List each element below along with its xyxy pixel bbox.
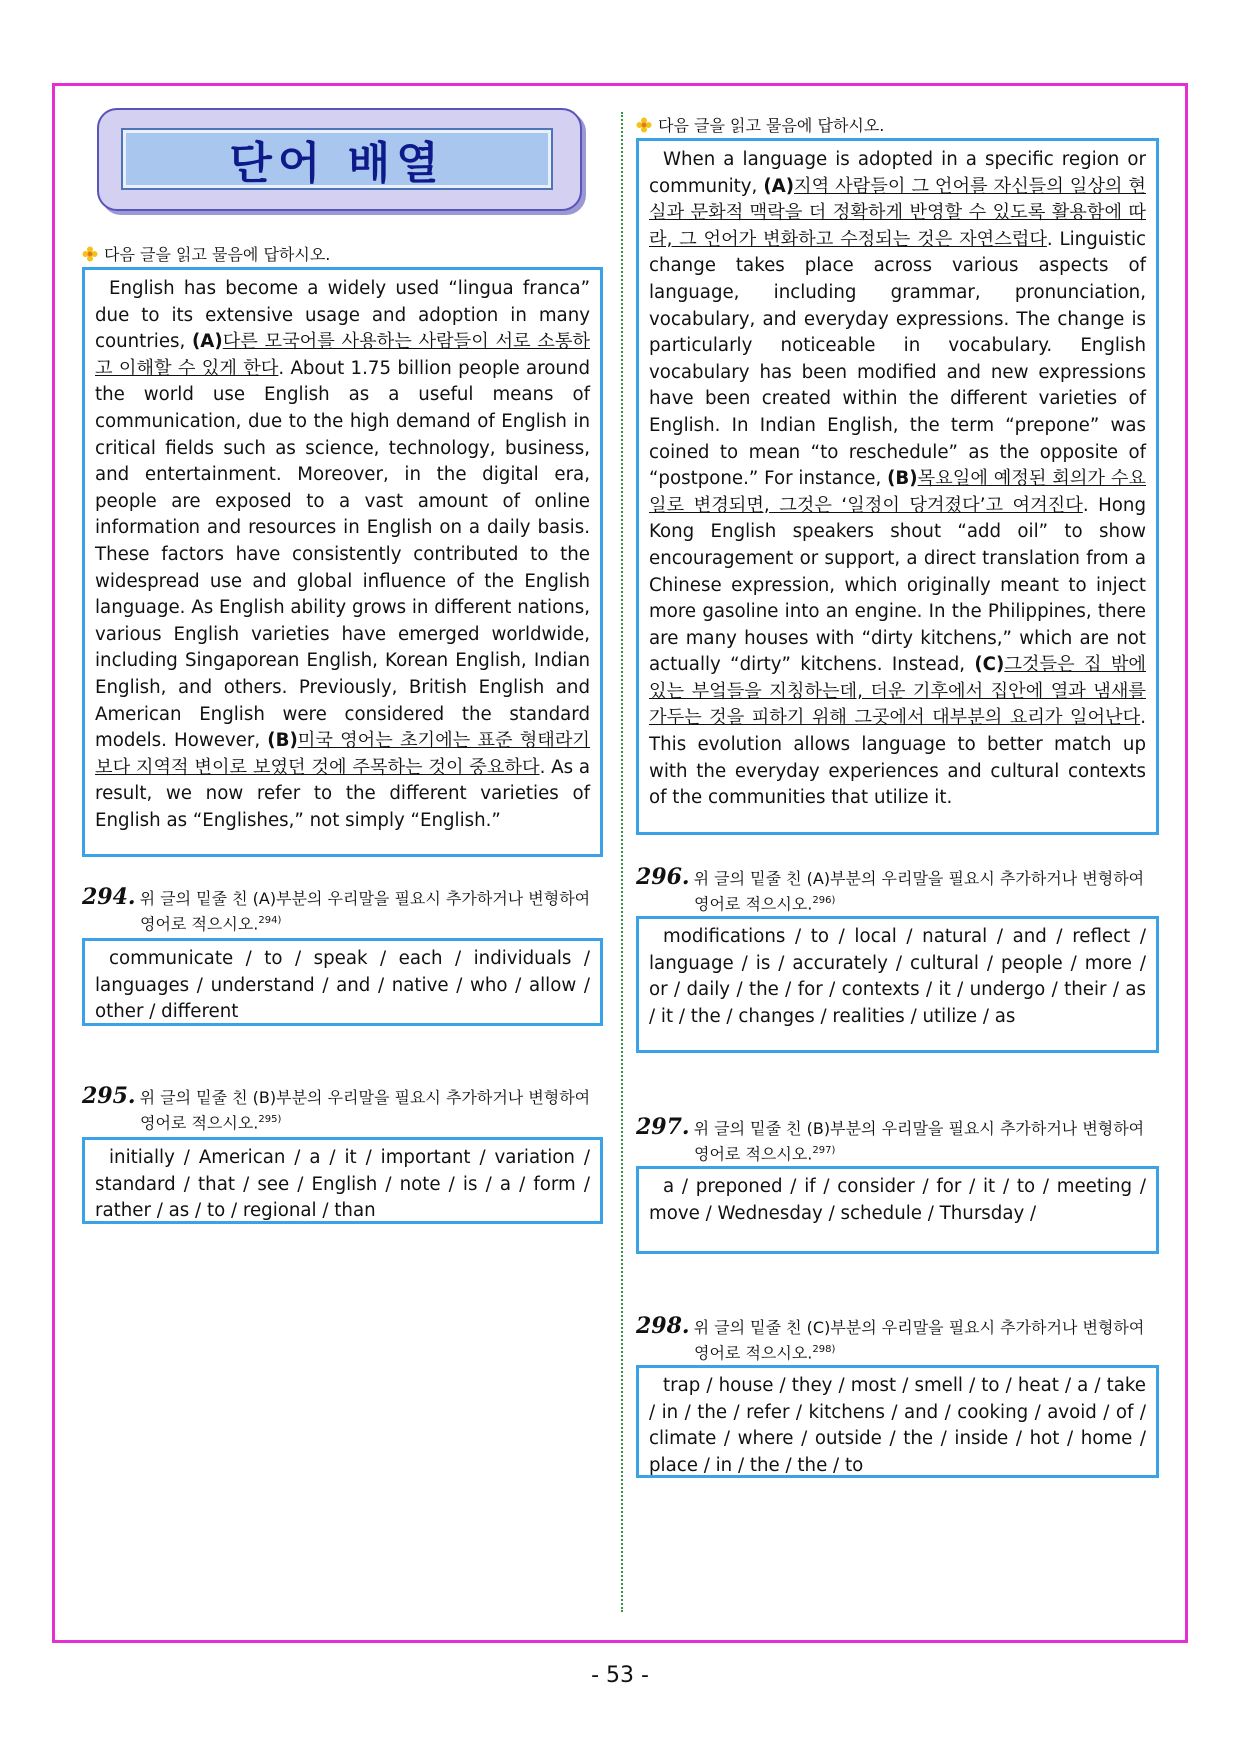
question-295 (82, 1085, 603, 1134)
footnote-ref: 298) (812, 1344, 836, 1355)
word-list: initially / American / a / it / important / variation / standard / that / see / English / note / is / a / form / rather / as / to / regional / than (95, 1147, 590, 1222)
question-prompt: 위 글의 밑줄 친 (B)부분의 우리말을 필요시 추가하거나 변형하여 (693, 1119, 1145, 1138)
instruction-text: 다음 글을 읽고 물음에 답하시오. (658, 116, 885, 135)
word-list: trap / house / they / most / smell / to / heat / a / take / in / the / refer / kitchens / and / cooking / avoid / of / climate / where / outside / the / inside / hot / home / place / in / the / the / to (649, 1375, 1146, 1476)
column-divider (621, 112, 623, 1612)
underlined-korean-a: 다른 모국어를 사용하는 사람들이 서로 소통하고 이해할 수 있게 한다 (95, 331, 590, 379)
underlined-korean-c: 그것들은 집 밖에 있는 부엌들을 지칭하는데, 더운 기후에서 집안에 열과 냄새를 가두는 것을 피하기 위해 그곳에서 대부분의 요리가 일어난다 (649, 654, 1146, 729)
footnote-ref: 294) (258, 915, 282, 926)
question-prompt-2: 영어로 적으시오. (694, 1144, 813, 1164)
label-b: (B) (267, 730, 298, 752)
label-a: (A) (192, 331, 223, 353)
question-294 (82, 886, 603, 935)
passage-2-text-1: When a language is adopted in a specific region or community, (649, 149, 1146, 197)
passage-1-text-2: . About 1.75 billion people around the world use English as a useful means of communication, due to the high demand of English in critical fields such as science, technology, business, and entertainment. Moreover, in the digital era, people are exposed to a vast amount of online information and resources in English on a daily basis. These factors have consistently contributed to the widespread use and global influence of the English language. As English ability grows in different nations, various English varieties have emerged worldwide, including Singaporean English, Korean English, Indian English, and others. Previously, British English and American English were considered the standard models. However, (95, 357, 590, 752)
question-prompt: 위 글의 밑줄 친 (C)부분의 우리말을 필요시 추가하거나 변형하여 (693, 1318, 1145, 1337)
question-298 (636, 1315, 1159, 1364)
question-number: 298. (636, 1313, 690, 1339)
underlined-korean-b: 목요일에 예정된 회의가 수요일로 변경되면, 그것은 ‘일정이 당겨졌다’고 여겨진다 (649, 468, 1146, 516)
instruction-right (636, 113, 884, 136)
word-list: modifications / to / local / natural / and / reflect / language / is / accurately / cultural / people / more / or / daily / the / for / contexts / it / undergo / their / as / it / the / changes / realities / utilize / as (649, 926, 1146, 1027)
word-box-297 (636, 1166, 1159, 1254)
question-number: 296. (636, 864, 690, 890)
underlined-korean-a: 지역 사람들이 그 언어를 자신들의 일상의 현실과 문화적 맥락을 더 정확하게 반영할 수 있도록 활용함에 따라, 그 언어가 변화하고 수정되는 것은 자연스럽다 (649, 175, 1147, 250)
label-c: (C) (974, 654, 1005, 676)
passage-1-text-1: English has become a widely used “lingua franca” due to its extensive usage and adoption in many countries, (95, 278, 590, 353)
word-box-296 (636, 916, 1159, 1053)
word-box-294 (82, 938, 603, 1026)
passage-2-text-3: . Hong Kong English speakers shout “add oil” to show encouragement or support, a direct translation from a Chinese expression, which originally meant to inject more gasoline into an engine. In the Philippines, there are many houses with “dirty kitchens,” which are not actually “dirty” kitchens. Instead, (649, 494, 1146, 676)
flower-icon (636, 117, 652, 133)
passage-2-text-4: . This evolution allows language to better match up with the everyday experiences and cultural contexts of the communities that utilize it. (649, 707, 1146, 809)
flower-icon (82, 246, 98, 262)
footnote-ref: 296) (812, 895, 836, 906)
title-banner (97, 108, 582, 211)
question-prompt-2: 영어로 적으시오. (140, 914, 259, 934)
footnote-ref: 295) (258, 1114, 282, 1125)
word-list: communicate / to / speak / each / individuals / languages / understand / and / native / who / allow / other / different (95, 948, 590, 1023)
word-box-298 (636, 1365, 1159, 1478)
question-prompt: 위 글의 밑줄 친 (A)부분의 우리말을 필요시 추가하거나 변형하여 (693, 869, 1145, 888)
question-number: 294. (82, 884, 136, 910)
question-prompt-2: 영어로 적으시오. (694, 894, 813, 914)
instruction-text: 다음 글을 읽고 물음에 답하시오. (104, 245, 331, 264)
page-number: - 53 - (591, 1663, 649, 1688)
question-prompt-2: 영어로 적으시오. (140, 1113, 259, 1133)
question-number: 297. (636, 1114, 690, 1140)
label-b: (B) (887, 468, 918, 490)
word-list: a / preponed / if / consider / for / it / to / meeting / move / Wednesday / schedule / Thursday / (649, 1176, 1146, 1224)
word-box-295 (82, 1137, 603, 1224)
question-296 (636, 866, 1159, 915)
page-title: 단어 배열 (121, 128, 553, 190)
passage-1 (82, 267, 603, 857)
label-a: (A) (763, 175, 795, 197)
instruction-left (82, 242, 330, 265)
question-prompt-2: 영어로 적으시오. (694, 1343, 813, 1363)
question-297 (636, 1116, 1159, 1165)
passage-2 (636, 138, 1159, 835)
underlined-korean-b: 미국 영어는 초기에는 표준 형태라기보다 지역적 변이로 보였던 것에 주목하는 것이 중요하다 (95, 730, 590, 778)
question-number: 295. (82, 1083, 136, 1109)
question-prompt: 위 글의 밑줄 친 (A)부분의 우리말을 필요시 추가하거나 변형하여 (139, 889, 591, 908)
passage-1-text-3: . As a result, we now refer to the different varieties of English as “Englishes,” not simply “English.” (95, 756, 590, 831)
footnote-ref: 297) (812, 1145, 836, 1156)
question-prompt: 위 글의 밑줄 친 (B)부분의 우리말을 필요시 추가하거나 변형하여 (139, 1088, 591, 1107)
passage-2-text-2: . Linguistic change takes place across various aspects of language, including grammar, pronunciation, vocabulary, and everyday expressions. The change is particularly noticeable in vocabulary. English vocabulary has been modified and new expressions have been created within the different varieties of English. In Indian English, the term “prepone” was coined to mean “to reschedule” as the opposite of “postpone.” For instance, (649, 228, 1146, 490)
